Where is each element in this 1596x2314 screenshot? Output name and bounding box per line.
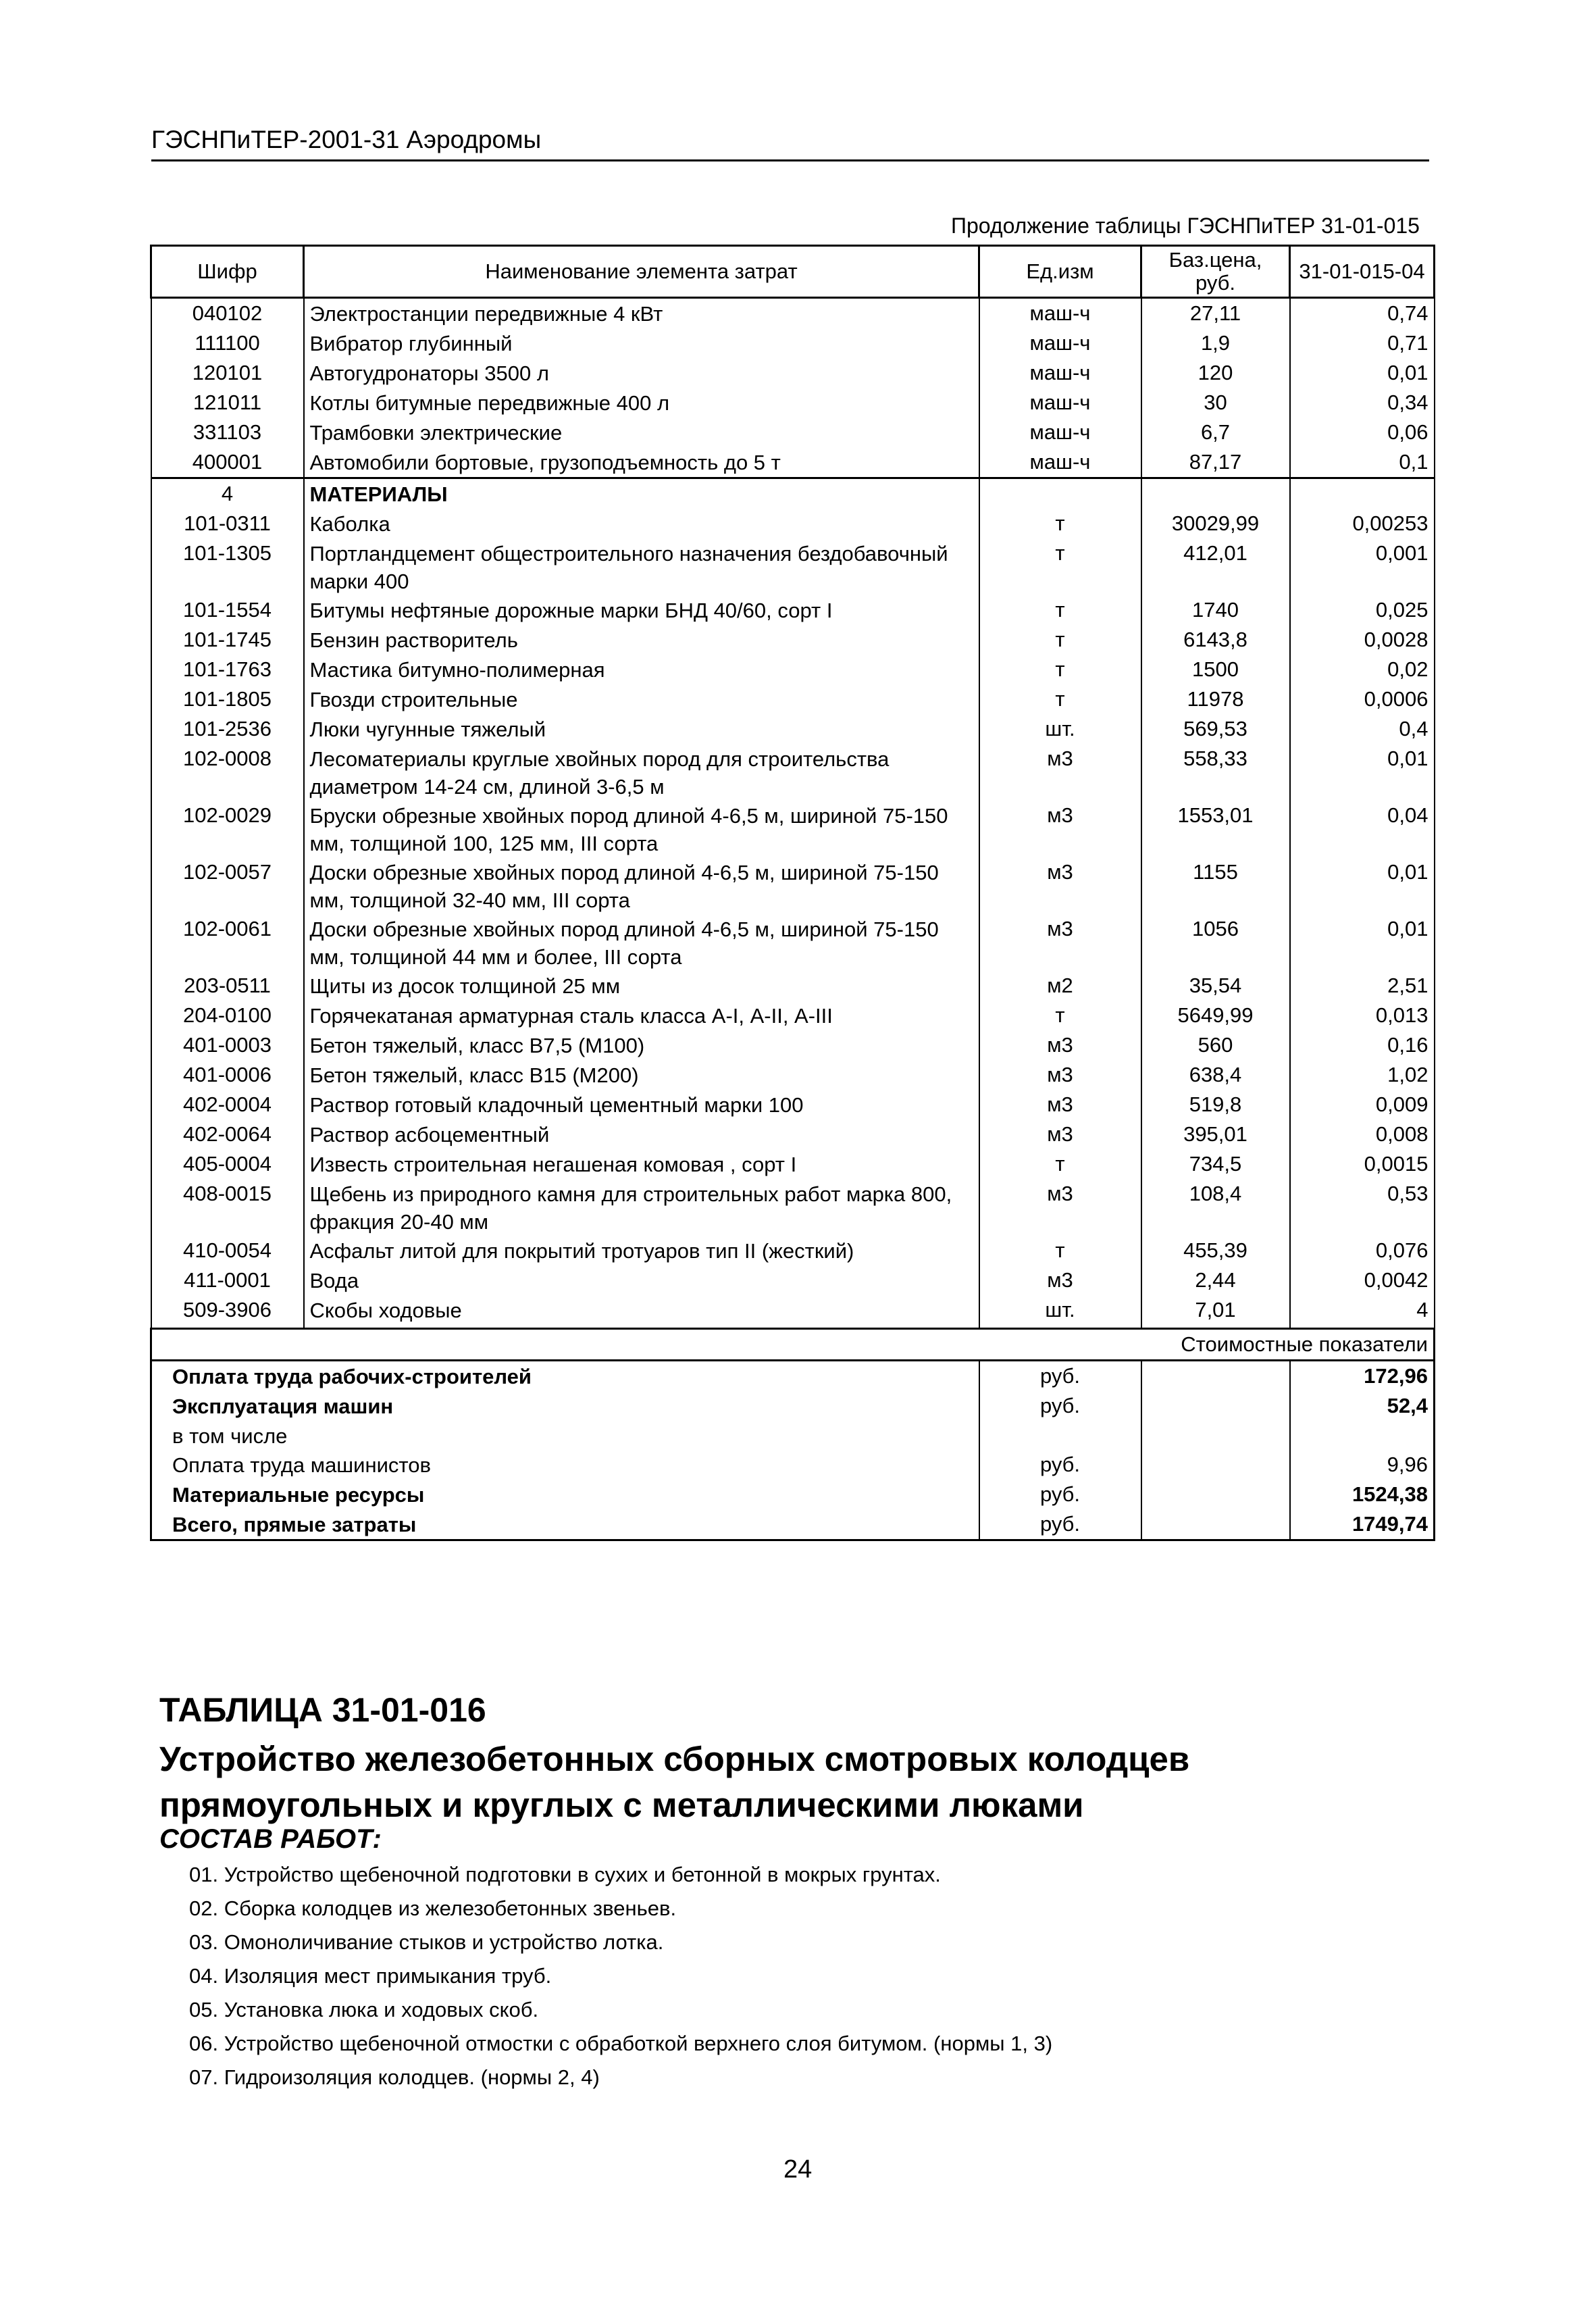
cell-unit: маш-ч: [979, 298, 1141, 329]
table-row: [151, 538, 1435, 595]
table-row: [151, 914, 1435, 971]
total-row: [151, 1421, 1435, 1450]
cell-unit: маш-ч: [979, 328, 1141, 358]
cell-value: 0,01: [1290, 857, 1435, 914]
cell-code: 101-1554: [151, 595, 304, 625]
cell-price: 108,4: [1141, 1179, 1290, 1236]
cell-unit: т: [979, 625, 1141, 655]
cell-unit: шт.: [979, 1295, 1141, 1329]
cell-price: 27,11: [1141, 298, 1290, 329]
cell-price: 2,44: [1141, 1265, 1290, 1295]
operation-item: 03. Омоноличивание стыков и устройство лотка.: [189, 1930, 664, 1954]
total-label: в том числе: [151, 1421, 979, 1450]
cell-name: Бетон тяжелый, класс В15 (М200): [304, 1060, 979, 1090]
cell-unit: м2: [979, 971, 1141, 1001]
cell-code: 401-0003: [151, 1030, 304, 1060]
cell-unit: м3: [979, 1060, 1141, 1090]
cost-indicators-label: Стоимостные показатели: [151, 1329, 1435, 1361]
cell-value: 4: [1290, 1295, 1435, 1329]
table-row: [151, 328, 1435, 358]
operations-list: [189, 1858, 1052, 2094]
total-label: Оплата труда машинистов: [151, 1450, 979, 1480]
cell-price: 412,01: [1141, 538, 1290, 595]
cell-value: 0,009: [1290, 1090, 1435, 1120]
cell-value: 0,01: [1290, 744, 1435, 801]
cell-name: Щиты из досок толщиной 25 мм: [304, 971, 979, 1001]
total-row: [151, 1361, 1435, 1392]
cell-price: 519,8: [1141, 1090, 1290, 1120]
col-header-price: Баз.цена, руб.: [1141, 246, 1290, 298]
total-value: 1524,38: [1290, 1480, 1435, 1509]
total-unit: руб.: [979, 1450, 1141, 1480]
materials-section-row: [151, 478, 1435, 509]
cell-code: 405-0004: [151, 1149, 304, 1179]
cell-code: 203-0511: [151, 971, 304, 1001]
cell-value: 0,00253: [1290, 509, 1435, 538]
cost-indicators-row: [151, 1329, 1435, 1361]
table-row: [151, 1265, 1435, 1295]
table-row: [151, 714, 1435, 744]
operation-item: 06. Устройство щебеночной отмостки с обработкой верхнего слоя битумом. (нормы 1, 3): [189, 2032, 1053, 2055]
cell-price: 1056: [1141, 914, 1290, 971]
cell-code: 102-0008: [151, 744, 304, 801]
header-rule: [151, 159, 1429, 161]
cell-name: Вода: [304, 1265, 979, 1295]
cell-code: 121011: [151, 388, 304, 418]
cell-code: 120101: [151, 358, 304, 388]
cell-value: 0,0028: [1290, 625, 1435, 655]
cell-price: 1,9: [1141, 328, 1290, 358]
empty-cell: [1141, 1421, 1290, 1450]
total-unit: руб.: [979, 1480, 1141, 1509]
cell-code: 408-0015: [151, 1179, 304, 1236]
cell-name: Вибратор глубинный: [304, 328, 979, 358]
cell-unit: т: [979, 1001, 1141, 1030]
cell-value: 0,71: [1290, 328, 1435, 358]
cell-price: 1155: [1141, 857, 1290, 914]
total-row: [151, 1450, 1435, 1480]
cell-name: Раствор готовый кладочный цементный марки 100: [304, 1090, 979, 1120]
operation-item: 04. Изоляция мест примыкания труб.: [189, 1964, 552, 1988]
cell-code: 402-0064: [151, 1120, 304, 1149]
cell-unit: м3: [979, 1120, 1141, 1149]
total-unit: руб.: [979, 1509, 1141, 1540]
operation-item: 07. Гидроизоляция колодцев. (нормы 2, 4): [189, 2065, 600, 2089]
cell-code: 101-1745: [151, 625, 304, 655]
table-row: [151, 971, 1435, 1001]
cell-name: Электростанции передвижные 4 кВт: [304, 298, 979, 329]
total-value: 172,96: [1290, 1361, 1435, 1392]
cell-code: 102-0029: [151, 801, 304, 857]
cell-unit: м3: [979, 1265, 1141, 1295]
table-title: ТАБЛИЦА 31-01-016: [159, 1691, 486, 1729]
cell-code: 102-0061: [151, 914, 304, 971]
section-title: Устройство железобетонных сборных смотровых колодцев прямоугольных и круглых с металлическими люками: [159, 1740, 1190, 1824]
table-row: [151, 1090, 1435, 1120]
cell-name: Доски обрезные хвойных пород длиной 4-6,5 м, шириной 75-150 мм, толщиной 44 мм и более, III сорта: [304, 914, 979, 971]
cell-price: 569,53: [1141, 714, 1290, 744]
empty-cell: [1141, 478, 1290, 509]
table-row: [151, 447, 1435, 478]
cell-unit: т: [979, 509, 1141, 538]
col-header-unit: Ед.изм: [979, 246, 1141, 298]
cell-code: 402-0004: [151, 1090, 304, 1120]
cell-code: 040102: [151, 298, 304, 329]
cell-code: 331103: [151, 418, 304, 447]
cell-value: 0,008: [1290, 1120, 1435, 1149]
cell-price: 30029,99: [1141, 509, 1290, 538]
cell-name: Битумы нефтяные дорожные марки БНД 40/60, сорт I: [304, 595, 979, 625]
cell-unit: м3: [979, 1090, 1141, 1120]
cell-name: Бетон тяжелый, класс В7,5 (М100): [304, 1030, 979, 1060]
cell-unit: м3: [979, 1030, 1141, 1060]
cell-price: 455,39: [1141, 1236, 1290, 1265]
table-row: [151, 509, 1435, 538]
cell-unit: маш-ч: [979, 447, 1141, 478]
cell-value: 0,0006: [1290, 684, 1435, 714]
table-row: [151, 1179, 1435, 1236]
total-label: Материальные ресурсы: [151, 1480, 979, 1509]
cell-value: 0,0042: [1290, 1265, 1435, 1295]
table-row: [151, 625, 1435, 655]
cell-code: 101-1805: [151, 684, 304, 714]
cell-unit: м3: [979, 914, 1141, 971]
table-row: [151, 298, 1435, 329]
empty-cell: [1290, 478, 1435, 509]
section-code: 4: [151, 478, 304, 509]
empty-cell: [1141, 1391, 1290, 1421]
cell-code: 401-0006: [151, 1060, 304, 1090]
cell-name: Доски обрезные хвойных пород длиной 4-6,5 м, шириной 75-150 мм, толщиной 32-40 мм, III сорта: [304, 857, 979, 914]
running-header: ГЭСНПиТЕР-2001-31 Аэродромы: [151, 126, 542, 153]
table-row: [151, 1060, 1435, 1090]
table-row: [151, 655, 1435, 684]
cell-price: 1553,01: [1141, 801, 1290, 857]
total-value: [1290, 1421, 1435, 1450]
table-row: [151, 684, 1435, 714]
cell-code: 411-0001: [151, 1265, 304, 1295]
table-row: [151, 388, 1435, 418]
cell-code: 101-0311: [151, 509, 304, 538]
cell-price: 1740: [1141, 595, 1290, 625]
cell-name: Каболка: [304, 509, 979, 538]
cell-unit: т: [979, 1149, 1141, 1179]
cell-value: 0,01: [1290, 358, 1435, 388]
cell-unit: т: [979, 1236, 1141, 1265]
cell-price: 734,5: [1141, 1149, 1290, 1179]
cell-unit: т: [979, 595, 1141, 625]
empty-cell: [979, 478, 1141, 509]
cell-value: 0,16: [1290, 1030, 1435, 1060]
cell-code: 101-2536: [151, 714, 304, 744]
cell-value: 0,74: [1290, 298, 1435, 329]
cell-code: 111100: [151, 328, 304, 358]
cell-price: 7,01: [1141, 1295, 1290, 1329]
cell-unit: м3: [979, 744, 1141, 801]
total-value: 52,4: [1290, 1391, 1435, 1421]
cell-price: 11978: [1141, 684, 1290, 714]
cell-code: 204-0100: [151, 1001, 304, 1030]
table-row: [151, 418, 1435, 447]
cell-value: 0,34: [1290, 388, 1435, 418]
table-row: [151, 857, 1435, 914]
cell-value: 0,0015: [1290, 1149, 1435, 1179]
total-label: Всего, прямые затраты: [151, 1509, 979, 1540]
cell-price: 87,17: [1141, 447, 1290, 478]
cell-value: 0,06: [1290, 418, 1435, 447]
total-value: 1749,74: [1290, 1509, 1435, 1540]
composition-title: СОСТАВ РАБОТ:: [159, 1824, 382, 1854]
cell-name: Автомобили бортовые, грузоподъемность до 5 т: [304, 447, 979, 478]
table-row: [151, 801, 1435, 857]
cell-name: Раствор асбоцементный: [304, 1120, 979, 1149]
cell-name: Автогудронаторы 3500 л: [304, 358, 979, 388]
resource-table: [150, 245, 1435, 1541]
table-row: [151, 1030, 1435, 1060]
table-row: [151, 1236, 1435, 1265]
total-label: Оплата труда рабочих-строителей: [151, 1361, 979, 1392]
cell-name: Бруски обрезные хвойных пород длиной 4-6,5 м, шириной 75-150 мм, толщиной 100, 125 мм, III сорта: [304, 801, 979, 857]
cell-name: Бензин растворитель: [304, 625, 979, 655]
cell-price: 30: [1141, 388, 1290, 418]
cell-code: 400001: [151, 447, 304, 478]
total-row: [151, 1391, 1435, 1421]
cell-name: Котлы битумные передвижные 400 л: [304, 388, 979, 418]
cell-name: Горячекатаная арматурная сталь класса А-I, А-II, А-III: [304, 1001, 979, 1030]
operation-item: 01. Устройство щебеночной подготовки в сухих и бетонной в мокрых грунтах.: [189, 1863, 941, 1886]
empty-cell: [1141, 1480, 1290, 1509]
cell-price: 6,7: [1141, 418, 1290, 447]
total-row: [151, 1480, 1435, 1509]
cell-code: 509-3906: [151, 1295, 304, 1329]
cell-value: 0,076: [1290, 1236, 1435, 1265]
cell-price: 6143,8: [1141, 625, 1290, 655]
cell-value: 0,04: [1290, 801, 1435, 857]
cell-value: 0,4: [1290, 714, 1435, 744]
cell-value: 0,02: [1290, 655, 1435, 684]
cell-code: 101-1763: [151, 655, 304, 684]
cell-price: 560: [1141, 1030, 1290, 1060]
col-header-norm: 31-01-015-04: [1290, 246, 1435, 298]
empty-cell: [1141, 1509, 1290, 1540]
empty-cell: [1141, 1361, 1290, 1392]
operation-item: 05. Установка люка и ходовых скоб.: [189, 1998, 539, 2021]
table-row: [151, 1149, 1435, 1179]
table-row: [151, 358, 1435, 388]
cell-unit: м3: [979, 801, 1141, 857]
table-row: [151, 744, 1435, 801]
cell-value: 1,02: [1290, 1060, 1435, 1090]
cell-unit: т: [979, 655, 1141, 684]
cell-name: Известь строительная негашеная комовая , сорт I: [304, 1149, 979, 1179]
cell-code: 101-1305: [151, 538, 304, 595]
total-unit: [979, 1421, 1141, 1450]
col-header-code: Шифр: [151, 246, 304, 298]
cell-code: 410-0054: [151, 1236, 304, 1265]
page-number: 24: [783, 2155, 813, 2184]
cell-price: 120: [1141, 358, 1290, 388]
cell-code: 102-0057: [151, 857, 304, 914]
cell-unit: м3: [979, 857, 1141, 914]
cell-unit: т: [979, 684, 1141, 714]
total-unit: руб.: [979, 1391, 1141, 1421]
cell-unit: маш-ч: [979, 418, 1141, 447]
cell-name: Портландцемент общестроительного назначения бездобавочный марки 400: [304, 538, 979, 595]
total-value: 9,96: [1290, 1450, 1435, 1480]
cell-price: 558,33: [1141, 744, 1290, 801]
cell-price: 5649,99: [1141, 1001, 1290, 1030]
cell-name: Трамбовки электрические: [304, 418, 979, 447]
cell-name: Мастика битумно-полимерная: [304, 655, 979, 684]
cell-unit: маш-ч: [979, 388, 1141, 418]
total-label: Эксплуатация машин: [151, 1391, 979, 1421]
cell-unit: т: [979, 538, 1141, 595]
cell-name: Асфальт литой для покрытий тротуаров тип II (жесткий): [304, 1236, 979, 1265]
cell-price: 395,01: [1141, 1120, 1290, 1149]
total-row: [151, 1509, 1435, 1540]
table-row: [151, 1120, 1435, 1149]
cell-value: 0,01: [1290, 914, 1435, 971]
cell-unit: шт.: [979, 714, 1141, 744]
cell-price: 638,4: [1141, 1060, 1290, 1090]
total-unit: руб.: [979, 1361, 1141, 1392]
cell-price: 1500: [1141, 655, 1290, 684]
cell-value: 2,51: [1290, 971, 1435, 1001]
cell-name: Люки чугунные тяжелый: [304, 714, 979, 744]
cell-value: 0,1: [1290, 447, 1435, 478]
cell-unit: м3: [979, 1179, 1141, 1236]
table-row: [151, 595, 1435, 625]
continuation-note: Продолжение таблицы ГЭСНПиТЕР 31-01-015: [951, 213, 1420, 238]
section-title-cell: МАТЕРИАЛЫ: [304, 478, 979, 509]
cell-value: 0,025: [1290, 595, 1435, 625]
cell-name: Щебень из природного камня для строительных работ марка 800, фракция 20-40 мм: [304, 1179, 979, 1236]
cell-price: 35,54: [1141, 971, 1290, 1001]
cell-name: Скобы ходовые: [304, 1295, 979, 1329]
table-row: [151, 1295, 1435, 1329]
cell-value: 0,013: [1290, 1001, 1435, 1030]
empty-cell: [1141, 1450, 1290, 1480]
table-row: [151, 1001, 1435, 1030]
cell-value: 0,001: [1290, 538, 1435, 595]
operation-item: 02. Сборка колодцев из железобетонных звеньев.: [189, 1896, 677, 1920]
cell-unit: маш-ч: [979, 358, 1141, 388]
table-header-row: [151, 246, 1435, 298]
cell-value: 0,53: [1290, 1179, 1435, 1236]
col-header-name: Наименование элемента затрат: [304, 246, 979, 298]
cell-name: Лесоматериалы круглые хвойных пород для строительства диаметром 14-24 см, длиной 3-6,5 м: [304, 744, 979, 801]
cell-name: Гвозди строительные: [304, 684, 979, 714]
